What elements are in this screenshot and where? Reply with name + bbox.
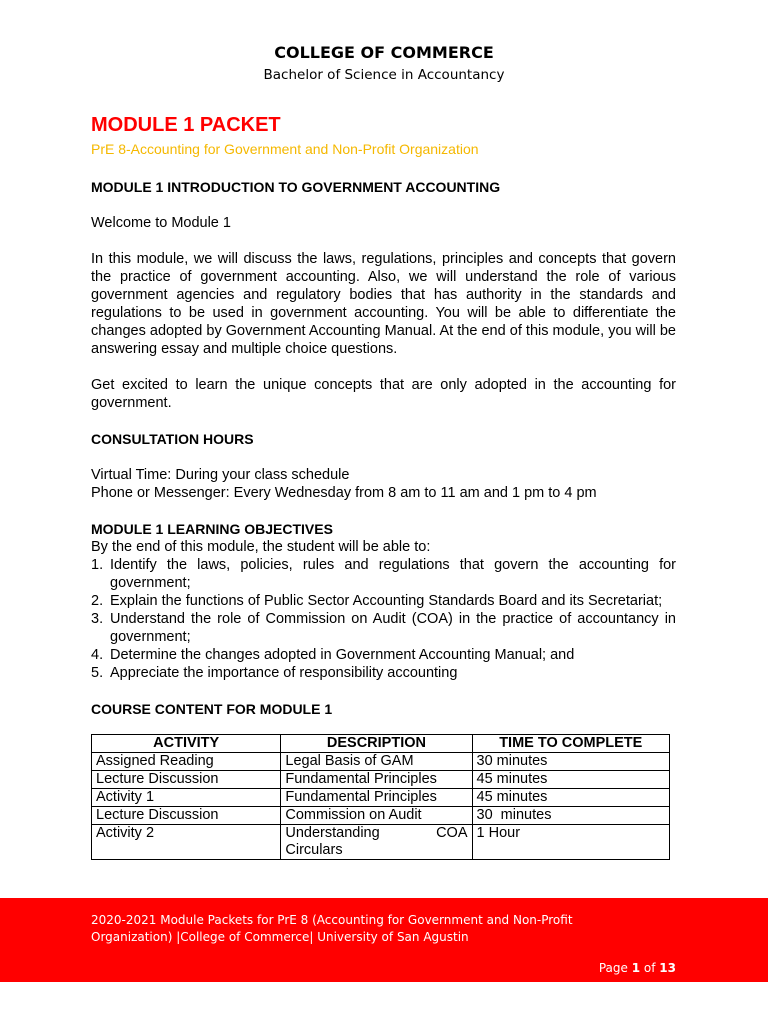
program-name: Bachelor of Science in Accountancy <box>263 67 505 83</box>
welcome-text: Welcome to Module 1 <box>91 215 231 231</box>
page-number: Page 1 of 13 <box>598 961 676 975</box>
cell-activity: Activity 1 <box>92 789 281 807</box>
objectives-list <box>91 556 676 682</box>
intro-heading: MODULE 1 INTRODUCTION TO GOVERNMENT ACCOUNTING <box>91 179 501 195</box>
cell-time: 1 Hour <box>472 825 670 860</box>
footer-text: 2020-2021 Module Packets for PrE 8 (Accounting for Government and Non-Profit Organization) |College of Commerce| University of San Agustin <box>91 913 573 944</box>
column-header-description: DESCRIPTION <box>281 735 472 753</box>
objective-item: 4. Determine the changes adopted in Government Accounting Manual; and <box>91 647 575 663</box>
table-row <box>92 807 670 825</box>
module-title: MODULE 1 PACKET <box>91 114 281 136</box>
objectives-heading: MODULE 1 LEARNING OBJECTIVES <box>91 521 333 537</box>
page-footer <box>0 898 768 982</box>
table-row <box>92 789 670 807</box>
table-row <box>92 825 670 860</box>
cell-activity: Lecture Discussion <box>92 771 281 789</box>
table-row <box>92 771 670 789</box>
cell-time: 45 minutes <box>472 789 670 807</box>
column-header-activity: ACTIVITY <box>92 735 281 753</box>
course-title: PrE 8-Accounting for Government and Non-Profit Organization <box>91 141 479 157</box>
cell-description: Fundamental Principles <box>281 789 472 807</box>
course-content-heading: COURSE CONTENT FOR MODULE 1 <box>91 701 333 717</box>
cell-activity: Assigned Reading <box>92 753 281 771</box>
cell-activity: Lecture Discussion <box>92 807 281 825</box>
cell-activity: Activity 2 <box>92 825 281 860</box>
cell-time: 30 minutes <box>472 807 670 825</box>
cell-description: Commission on Audit <box>281 807 472 825</box>
document-body <box>91 112 676 860</box>
cell-time: 30 minutes <box>472 753 670 771</box>
cell-description: Fundamental Principles <box>281 771 472 789</box>
cell-time: 45 minutes <box>472 771 670 789</box>
document-header <box>0 42 768 84</box>
objective-item: 3. Understand the role of Commission on Audit (COA) in the practice of accountancy in government; <box>91 611 676 645</box>
cell-description: Legal Basis of GAM <box>281 753 472 771</box>
table-row <box>92 753 670 771</box>
consultation-phone: Phone or Messenger: Every Wednesday from 8 am to 11 am and 1 pm to 4 pm <box>91 485 597 501</box>
objectives-intro: By the end of this module, the student will be able to: <box>91 539 431 555</box>
objective-item: 1. Identify the laws, policies, rules and regulations that govern the accounting for government; <box>91 557 676 591</box>
consultation-virtual: Virtual Time: During your class schedule <box>91 467 350 483</box>
intro-paragraph: In this module, we will discuss the laws, regulations, principles and concepts that govern the practice of government accounting. Also, we will understand the role of various government agencies and regulatory bodies that has authority in the standards and regulations to be used in government accounting. You will be able to differentiate the changes adopted by Government Accounting Manual. At the end of this module, you will be answering essay and multiple choice questions. <box>91 251 676 357</box>
excitement-paragraph: Get excited to learn the unique concepts that are only adopted in the accounting for government. <box>91 377 676 411</box>
consultation-heading: CONSULTATION HOURS <box>91 431 254 447</box>
college-name: COLLEGE OF COMMERCE <box>274 43 494 62</box>
column-header-time: TIME TO COMPLETE <box>472 735 670 753</box>
cell-description: Understanding COA Circulars <box>281 825 472 860</box>
objective-item: 2. Explain the functions of Public Sector Accounting Standards Board and its Secretariat; <box>91 593 663 609</box>
course-content-table <box>91 734 670 860</box>
objective-item: 5. Appreciate the importance of responsibility accounting <box>91 665 458 681</box>
table-header-row <box>92 735 670 753</box>
